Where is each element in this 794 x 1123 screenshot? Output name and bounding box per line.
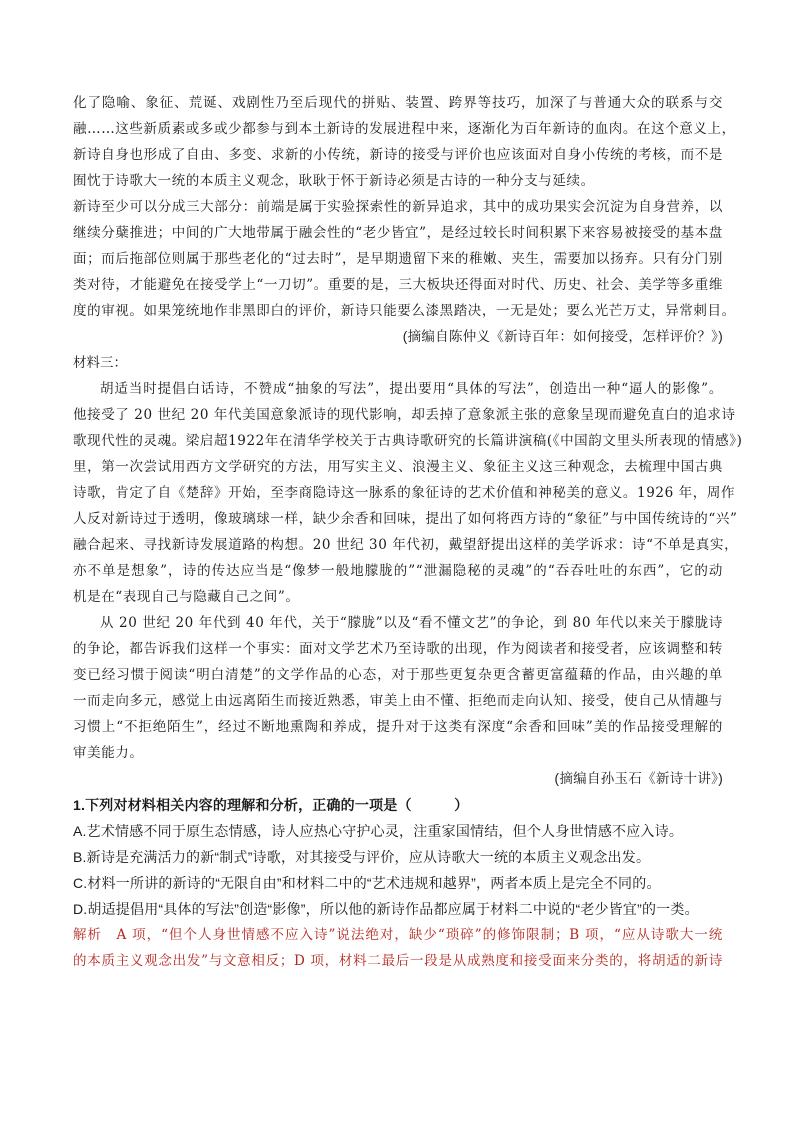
text-line: 胡适当时提倡白话诗，不赞成“抽象的写法”，提出要用“具体的写法”，创造出一种“逼人的影像”。 [100, 381, 723, 397]
text-line: 一而走向多元，感觉上由远离陌生而接近熟悉，审美上由不懂、拒绝而走向认知、接受，使自己从情趣与 [73, 693, 723, 709]
text-line: 他接受了 20 世纪 20 年代美国意象派诗的现代影响，却丢掉了意象派主张的意象呈现而避免直白的追求诗 [73, 407, 736, 423]
paragraph-2 [73, 194, 736, 324]
text-line: 面；而后拖部位则属于那些老化的“过去时”，是早期遗留下来的稚嫩、夹生，需要加以扬弃。只有分门别 [73, 251, 723, 267]
text-line: 新诗至少可以分成三大部分：前端是属于实验探索性的新异追求，其中的成功果实会沉淀为自身营养，以 [73, 199, 723, 215]
document-body [73, 90, 743, 974]
text-line: 融……这些新质素或多或少都参与到本土新诗的发展进程中来，逐渐化为百年新诗的血肉。在这个意义上， [73, 121, 736, 137]
option-d: D.胡适提倡用“具体的写法”创造“影像”，所以他的新诗作品都应属于材料二中说的“老少皆宜”的一类。 [73, 901, 699, 917]
text-line: 变已经习惯于阅读“明白清楚”的文学作品的心态，对于那些更复杂更含蓄更富蕴藉的作品，由兴趣的单 [73, 667, 723, 683]
text-line: 继续分蘖推进；中间的广大地带属于融会性的“老少皆宜”，是经过较长时间积累下来容易被接受的基本盘 [73, 225, 723, 241]
source-citation: (摘编自孙玉石《新诗十讲》) [554, 771, 723, 786]
source-citation: (摘编自陈仲义《新诗百年：如何接受，怎样评价？》) [402, 329, 723, 344]
text-line: 新诗自身也形成了自由、多变、求新的小传统，新诗的接受与评价也应该面对自身小传统的考核，而不是 [73, 147, 723, 163]
text-line: 的争论，都告诉我们这样一个事实：面对文学艺术乃至诗歌的出现，作为阅读者和接受者，应该调整和转 [73, 641, 723, 657]
text-line: 歌现代性的灵魂。梁启超1922年在清华学校关于古典诗歌研究的长篇讲演稿(《中国韵文里头所表现的情感》) [73, 433, 743, 449]
text-line: 机是在“表现自己与隐藏自己之间”。 [73, 589, 300, 605]
text-line: 人反对新诗过于透明，像玻璃球一样，缺少余香和回味，提出了如何将西方诗的“象征”与中国传统诗的“兴” [73, 511, 738, 527]
paragraph-3 [73, 376, 743, 610]
option-c: C.材料一所讲的新诗的“无限自由”和材料二中的“艺术违规和越界”，两者本质上是完全不同的。 [73, 875, 661, 891]
text-line: 解析 A 项，“但个人身世情感不应入诗”说法绝对，缺少“琐碎”的修饰限制；B 项，“应从诗歌大一统 [73, 927, 723, 943]
answer-analysis [73, 922, 723, 974]
paragraph-1 [73, 90, 736, 194]
option-b: B.新诗是充满活力的新“制式”诗歌，对其接受与评价，应从诗歌大一统的本质主义观念出发。 [73, 849, 651, 865]
text-line: 类对待，才能避免在接受学上“一刀切”。重要的是，三大板块还得面对时代、历史、社会、美学等多重维 [73, 277, 723, 293]
paragraph-4 [73, 610, 723, 766]
text-line: 从 20 世纪 20 年代到 40 年代，关于“朦胧”以及“看不懂文艺”的争论，到 80 年代以来关于朦胧诗 [100, 615, 723, 631]
text-line: 诗歌，肯定了自《楚辞》开始，至李商隐诗这一脉系的象征诗的艺术价值和神秘美的意义。1926 年，周作 [73, 485, 736, 501]
text-line: 度的审视。如果笼统地作非黑即白的评价，新诗只能要么漆黑踏决，一无是处；要么光芒万丈，异常刺目。 [73, 303, 736, 319]
text-line: 习惯上“不拒绝陌生”，经过不断地熏陶和养成，提升对于这类有深度“余香和回味”美的作品接受理解的 [73, 719, 723, 735]
text-line: 审美能力。 [73, 745, 144, 761]
text-line: 亦不单是想象”，诗的传达应当是“像梦一般地朦胧的”“泄漏隐秘的灵魂”的“吞吞吐吐的东西”，它的动 [73, 563, 723, 579]
text-line: 化了隐喻、象征、荒诞、戏剧性乃至后现代的拼贴、装置、跨界等技巧，加深了与普通大众的联系与交 [73, 95, 723, 111]
text-line: 的本质主义观念出发”与文意相反；D 项，材料二最后一段是从成熟度和接受面来分类的，将胡适的新诗 [73, 953, 723, 969]
material-heading: 材料三： [73, 355, 127, 370]
text-line: 融合起来、寻找新诗发展道路的构想。20 世纪 30 年代初，戴望舒提出这样的美学诉求：诗“不单是真实， [73, 537, 739, 553]
question-title: 1.下列对材料相关内容的理解和分析，正确的一项是（ ） [73, 797, 469, 813]
text-line: 囿忱于诗歌大一统的本质主义观念，耿耿于怀于新诗必须是古诗的一种分支与延续。 [73, 173, 595, 189]
text-line: 里，第一次尝试用西方文学研究的方法，用写实主义、浪漫主义、象征主义这三种观念，去梳理中国古典 [73, 459, 723, 475]
option-a: A.艺术情感不同于原生态情感，诗人应热心守护心灵，注重家国情结，但个人身世情感不应入诗。 [73, 823, 684, 839]
question-block [73, 792, 723, 922]
